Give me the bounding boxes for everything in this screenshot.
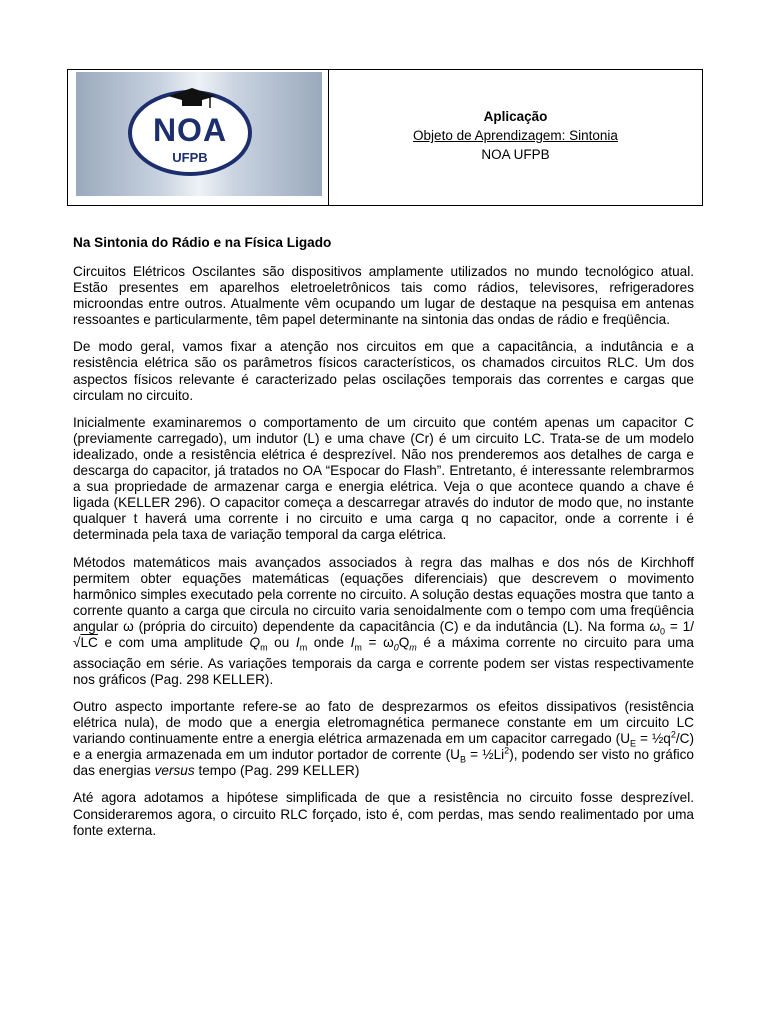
text-run: = ½q xyxy=(636,731,671,747)
subscript: 0 xyxy=(660,626,666,637)
emphasis: versus xyxy=(154,763,195,779)
text-run: é a máxima corrente no circuito para uma associação em série. As variações temporais da carga e corrente podem ser vistas respectivamente nos gráficos (Pag. 298 KELLER). xyxy=(73,634,694,687)
graduation-cap-icon xyxy=(166,86,218,112)
paragraph-2: De modo geral, vamos fixar a atenção nos circuitos em que a capacitância, a indutância e a resistência elétrica são os parâmetros físicos característicos, os chamados circuitos RLC. Um dos aspectos físicos relevante é caracterizado pelas oscilações temporais das correntes e cargas que circulam no circuito. xyxy=(73,339,694,403)
paragraph-5 xyxy=(73,699,694,779)
text-run: ou xyxy=(267,634,296,650)
text-run: onde xyxy=(307,634,351,650)
document-body xyxy=(73,234,694,850)
text-run: = ω xyxy=(361,634,394,650)
paragraph-1: Circuitos Elétricos Oscilantes são dispositivos amplamente utilizados no mundo tecnológico atual. Estão presentes em aparelhos eletroeletrônicos tais como rádios, televisores, refrigeradores microondas entre outros. Atualmente vêm ocupando um lugar de destaque na pesquisa em antenas ressoantes e particularmente, têm papel determinante na sintonia das ondas de rádio e freqüência. xyxy=(73,264,694,328)
text-run: e com uma amplitude xyxy=(97,634,250,650)
subscript: m xyxy=(299,642,308,653)
header-table xyxy=(67,69,703,206)
document-heading: Na Sintonia do Rádio e na Física Ligado xyxy=(73,235,332,250)
lc-term: LC xyxy=(80,634,98,650)
symbol: Q xyxy=(398,634,410,650)
superscript: 2 xyxy=(504,745,510,756)
organization-name: NOA UFPB xyxy=(481,147,550,162)
subscript: B xyxy=(459,754,466,765)
text-run: = ½Li xyxy=(465,747,505,763)
subscript: m xyxy=(354,642,362,653)
text-run: ), podendo ser visto no gráfico das energias xyxy=(73,747,694,779)
text-run: Outro aspecto importante refere-se ao fato de desprezarmos os efeitos dissipativos (resistência elétrica nula), de modo que a energia eletromagnética permanece constante em um circuito LC variando continuamente entre a energia elétrica armazenada em um capacitor carregado (U xyxy=(73,698,694,747)
text-run: tempo (Pag. 299 KELLER) xyxy=(194,763,360,779)
symbol: I xyxy=(350,634,355,650)
logo-subtext: UFPB xyxy=(172,150,208,165)
noa-logo xyxy=(128,90,252,176)
symbol: Q xyxy=(249,634,261,650)
paragraph-3: Inicialmente examinaremos o comportamento de um circuito que contém apenas um capacitor C (previamente carregado), um indutor (L) e uma chave (Cr) é um circuito LC. Trata-se de um modelo idealizado, onde a resistência elétrica é desprezível. Não nos prenderemos aos detalhes de carga e descarga do capacitor, já tratados no OA “Espocar do Flash”. Entretanto, é interessante relembrarmos a sua propriedade de armazenar carga e energia elétrica. Veja o que acontece quando a chave é ligada (KELLER 296). O capacitor começa a descarregar através do indutor de modo que, no instante qualquer t haverá uma corrente i no circuito e uma carga q no capacitor, onde a corrente i é determinada pela taxa de variação temporal da carga elétrica. xyxy=(73,414,694,543)
text-run: /C) e a energia armazenada em um indutor portador de corrente (U xyxy=(73,731,694,763)
subscript: m xyxy=(409,642,417,653)
title-cell xyxy=(329,70,702,205)
subscript: m xyxy=(260,642,268,653)
logo-cell xyxy=(68,70,329,205)
learning-object-subtitle: Objeto de Aprendizagem: Sintonia xyxy=(413,128,618,143)
application-title: Aplicação xyxy=(483,109,548,124)
logo-text: NOA xyxy=(152,112,228,148)
subscript: E xyxy=(630,738,637,749)
paragraph-6: Até agora adotamos a hipótese simplificada de que a resistência no circuito fosse desprezível. Consideraremos agora, o circuito RLC forçado, isto é, com perdas, mas sendo realimentado por uma fonte externa. xyxy=(73,790,694,838)
text-run: Métodos matemáticos mais avançados associados à regra das malhas e dos nós de Kirchhoff permitem obter equações matemáticas (equações diferenciais) que descrevem o movimento harmônico simples executado pela corrente no circuito. A solução destas equações mostra que tanto a corrente quanto a carga que circula no circuito varia senoidalmente com o tempo com uma freqüência angular ω (própria do circuito) dependente da capacitância (C) e da indutância (L). Na forma xyxy=(73,554,694,634)
superscript: 2 xyxy=(670,729,676,740)
subscript: 0 xyxy=(393,642,399,653)
text-run: = 1/√ xyxy=(73,618,694,650)
paragraph-4 xyxy=(73,555,694,688)
omega-symbol: ω xyxy=(649,618,661,634)
symbol: I xyxy=(295,634,300,650)
